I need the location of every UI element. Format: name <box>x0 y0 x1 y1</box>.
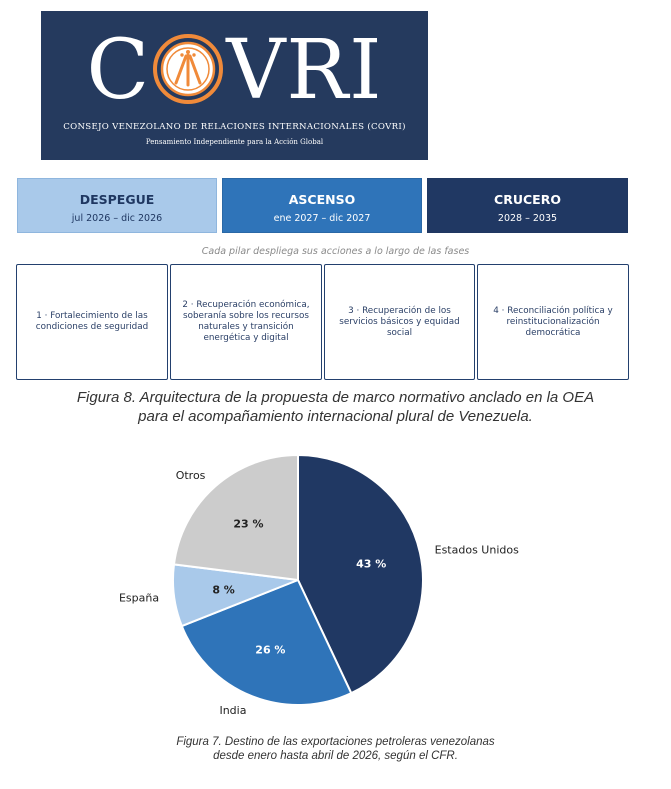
logo-wordmark <box>41 21 428 121</box>
caption-line: desde enero hasta abril de 2026, según el CFR. <box>213 750 458 762</box>
pillar-label: 2 · Recuperación económica, soberanía sobre los recursos naturales y transición energética y digital <box>182 300 310 343</box>
pillar-label: 3 · Recuperación de los servicios básicos y equidad social <box>339 305 460 338</box>
phase-dates: 2028 – 2035 <box>497 213 558 224</box>
phase-title: CRUCERO <box>494 192 561 207</box>
pie-category-label: Estados Unidos <box>434 543 519 557</box>
phase-title: ASCENSO <box>288 192 356 207</box>
pillar-note: Cada pilar despliega sus acciones a lo largo de las fases <box>201 246 470 257</box>
pillar-economia <box>170 264 322 380</box>
pie-category-label: India <box>219 704 247 718</box>
phase-ascenso <box>222 178 422 233</box>
caption-line: Figura 7. Destino de las exportaciones petroleras venezolanas <box>176 736 495 748</box>
pie-chart <box>0 440 671 730</box>
phase-dates: ene 2027 – dic 2027 <box>273 213 371 224</box>
phase-title: DESPEGUE <box>79 192 155 207</box>
pillar-servicios <box>324 264 475 380</box>
caption-line: para el acompañamiento internacional plural de Venezuela. <box>138 408 533 425</box>
pie-value-label: 8 % <box>212 583 235 597</box>
pillar-seguridad <box>16 264 168 380</box>
pillar-reconciliacion <box>477 264 629 380</box>
pillar-label: 1 · Fortalecimiento de las condiciones de seguridad <box>35 311 149 332</box>
figure-8-caption <box>0 388 671 426</box>
phase-crucero <box>427 178 628 233</box>
covri-seal-icon <box>152 33 224 105</box>
pie-category-label: Otros <box>175 468 206 482</box>
logo-wordmark-right: VRI <box>226 23 383 118</box>
caption-line: Figura 8. Arquitectura de la propuesta de marco normativo anclado en la OEA <box>76 389 595 406</box>
pie-value-label: 43 % <box>356 557 387 571</box>
logo-wordmark-left: C <box>86 23 151 118</box>
phase-despegue <box>17 178 217 233</box>
phase-dates: jul 2026 – dic 2026 <box>71 213 163 224</box>
pie-chart-svg <box>0 440 671 730</box>
covri-logo-banner <box>41 11 428 160</box>
pie-value-label: 26 % <box>255 643 286 657</box>
figure-7-caption <box>0 735 671 763</box>
pillar-label: 4 · Reconciliación política y reinstitucionalización democrática <box>493 305 613 338</box>
pie-category-label: España <box>118 591 160 605</box>
logo-subtitle: CONSEJO VENEZOLANO DE RELACIONES INTERNACIONALES (COVRI) <box>63 122 406 132</box>
logo-tagline: Pensamiento Independiente para la Acción Global <box>145 138 324 146</box>
pie-value-label: 23 % <box>233 517 264 531</box>
